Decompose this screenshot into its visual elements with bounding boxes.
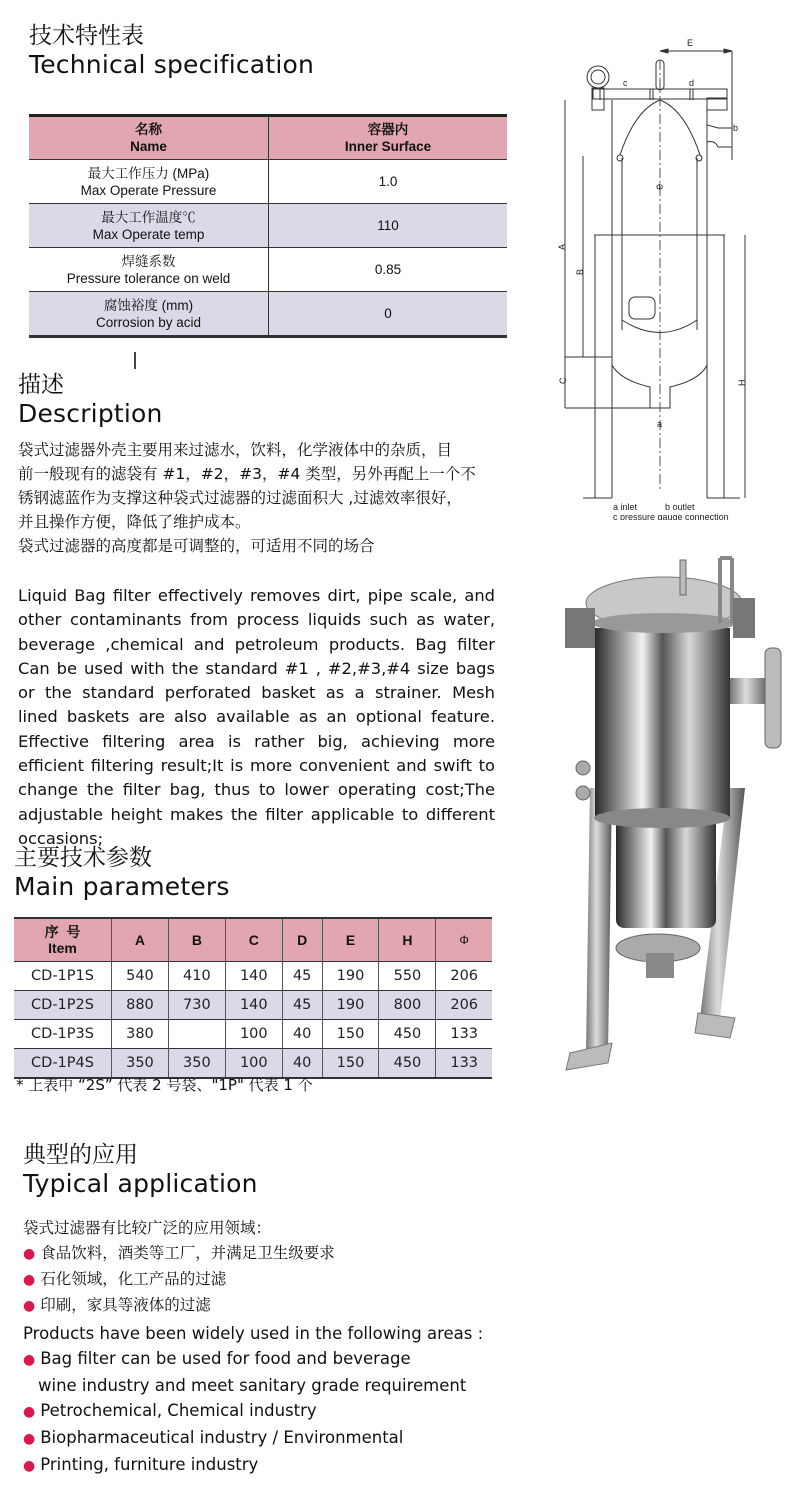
value-cell: 45 [282,962,322,991]
description-cn-line: 袋式过滤器外壳主要用来过滤水，饮料，化学液体中的杂质，目 [18,441,453,459]
svg-text:b outlet: b outlet [665,502,695,512]
application-heading-en: Typical application [23,1169,258,1198]
spec-name-cell: 最大工作温度℃ Max Operate temp [29,204,269,248]
application-list-en [23,1321,483,1479]
description-cn [18,438,498,558]
bag-filter-photo-icon [550,548,800,1073]
value-cell: 450 [379,1049,436,1079]
list-item: ● Biopharmaceutical industry / Environmental [23,1428,404,1447]
value-cell: 380 [112,1020,169,1049]
list-item-continuation: wine industry and meet sanitary grade requirement [38,1376,467,1395]
svg-text:Φ: Φ [656,182,664,192]
tech-spec-header-row [29,116,507,160]
application-intro-cn: 袋式过滤器有比较广泛的应用领域： [23,1219,272,1237]
list-item: ● 食品饮料，酒类等工厂，并满足卫生级要求 [23,1244,335,1262]
value-cell: 100 [225,1020,282,1049]
col-h-header: H [379,918,436,962]
value-cell: 100 [225,1049,282,1079]
item-cell: CD-1P4S [14,1049,112,1079]
value-cell: 800 [379,991,436,1020]
value-cell: 410 [168,962,225,991]
value-cell: 140 [225,991,282,1020]
item-cell: CD-1P1S [14,962,112,991]
col-c-header: C [225,918,282,962]
item-cell: CD-1P3S [14,1020,112,1049]
col-b-header: B [168,918,225,962]
col-name-header: 名称 Name [29,116,269,160]
value-cell: 450 [379,1020,436,1049]
svg-text:C: C [558,377,568,384]
col-phi-header: Φ [436,918,492,962]
bullet-icon: ● [23,1431,36,1447]
main-parameters-heading-cn: 主要技术参数 [14,845,152,871]
value-cell: 730 [168,991,225,1020]
application-heading [23,1141,258,1199]
value-cell: 150 [322,1020,379,1049]
value-cell: 40 [282,1049,322,1079]
svg-text:c pressure gauge connection: c pressure gauge connection [613,512,729,520]
description-heading-en: Description [18,399,163,428]
value-cell: 140 [225,962,282,991]
value-cell: 206 [436,991,492,1020]
svg-text:B: B [575,268,585,275]
value-cell: 540 [112,962,169,991]
value-cell: 350 [112,1049,169,1079]
bullet-icon: ● [23,1246,36,1262]
svg-text:a inlet: a inlet [613,502,638,512]
description-en: Liquid Bag filter effectively removes dirt, pipe scale, and other contaminants from process liquids such as water, beverage ,chemical and petroleum products. Bag filter Can be used with the standard #1 , #2,#3,#4 size bags or the standard perforated basket as a strainer. Mesh lined baskets are also available as an optional feature. Effective filtering area is rather big, achieving more efficient filtering result;It is more convenient and swift to change the filter bag, thus to lower operating cost;The adjustable height makes the filter applicable to different occasions; [18,586,495,848]
bullet-icon: ● [23,1404,36,1420]
description-cn-line: 前一般现有的滤袋有 #1，#2，#3，#4 类型，另外再配上一个不 [18,465,476,483]
description-heading-cn: 描述 [18,372,64,398]
value-cell: 190 [322,962,379,991]
technical-drawing [540,20,800,520]
spec-value-cell: 0 [269,292,508,337]
col-item-header: 序 号 Item [14,918,112,962]
spec-value-cell: 0.85 [269,248,508,292]
value-cell: 133 [436,1020,492,1049]
list-item: ● Bag filter can be used for food and beverage [23,1349,411,1368]
spec-name-cell: 腐蚀裕度 (mm) Corrosion by acid [29,292,269,337]
main-parameters-table [14,917,492,1079]
application-intro-en: Products have been widely used in the following areas : [23,1324,484,1343]
bullet-icon: ● [23,1272,36,1288]
col-a-header: A [112,918,169,962]
description-heading [18,371,163,429]
text-cursor [134,352,136,369]
svg-text:c: c [623,78,628,88]
list-item: ● 印刷，家具等液体的过滤 [23,1296,211,1314]
description-cn-line: 袋式过滤器的高度都是可调整的，可适用不同的场合 [18,537,375,555]
table-row [29,248,507,292]
item-cell: CD-1P2S [14,991,112,1020]
table-row [14,991,492,1020]
value-cell [168,1020,225,1049]
value-cell: 45 [282,991,322,1020]
table-row [29,292,507,337]
col-e-header: E [322,918,379,962]
spec-value-cell: 1.0 [269,160,508,204]
svg-text:E: E [687,38,694,48]
bag-filter-schematic-icon [540,20,800,520]
col-inner-surface-header: 容器内 Inner Surface [269,116,508,160]
table-row [29,160,507,204]
svg-text:b: b [733,123,739,133]
description-cn-line: 并且操作方便，降低了维护成本。 [18,513,251,531]
bullet-icon: ● [23,1352,36,1368]
main-parameters-heading [14,844,230,902]
product-photo [550,548,800,1073]
value-cell: 40 [282,1020,322,1049]
bullet-icon: ● [23,1458,36,1474]
application-list-cn [23,1216,335,1319]
table-row [14,962,492,991]
value-cell: 190 [322,991,379,1020]
tech-spec-heading [29,22,314,80]
param-header-row [14,918,492,962]
spec-name-cell: 焊缝系数 Pressure tolerance on weld [29,248,269,292]
value-cell: 133 [436,1049,492,1079]
list-item: ● Petrochemical, Chemical industry [23,1401,317,1420]
application-heading-cn: 典型的应用 [23,1142,138,1168]
spec-value-cell: 110 [269,204,508,248]
value-cell: 206 [436,962,492,991]
svg-text:a: a [657,419,663,429]
svg-text:A: A [557,243,567,250]
table-row [14,1020,492,1049]
tech-spec-heading-en: Technical specification [29,50,315,79]
value-cell: 350 [168,1049,225,1079]
tech-spec-table [29,114,507,338]
svg-text:d: d [689,78,695,88]
value-cell: 550 [379,962,436,991]
value-cell: 880 [112,991,169,1020]
table-row [29,204,507,248]
main-parameters-heading-en: Main parameters [14,872,230,901]
table-footnote: * 上表中 “2S” 代表 2 号袋、"1P" 代表 1 个 [16,1076,313,1094]
col-d-header: D [282,918,322,962]
value-cell: 150 [322,1049,379,1079]
list-item: ● Printing, furniture industry [23,1455,259,1474]
tech-spec-heading-cn: 技术特性表 [29,23,144,49]
description-cn-line: 锈钢滤蓝作为支撑这种袋式过滤器的过滤面积大 ,过滤效率很好， [18,489,462,507]
svg-text:H: H [737,379,747,386]
bullet-icon: ● [23,1298,36,1314]
list-item: ● 石化领域，化工产品的过滤 [23,1270,227,1288]
spec-name-cell: 最大工作压力 (MPa) Max Operate Pressure [29,160,269,204]
